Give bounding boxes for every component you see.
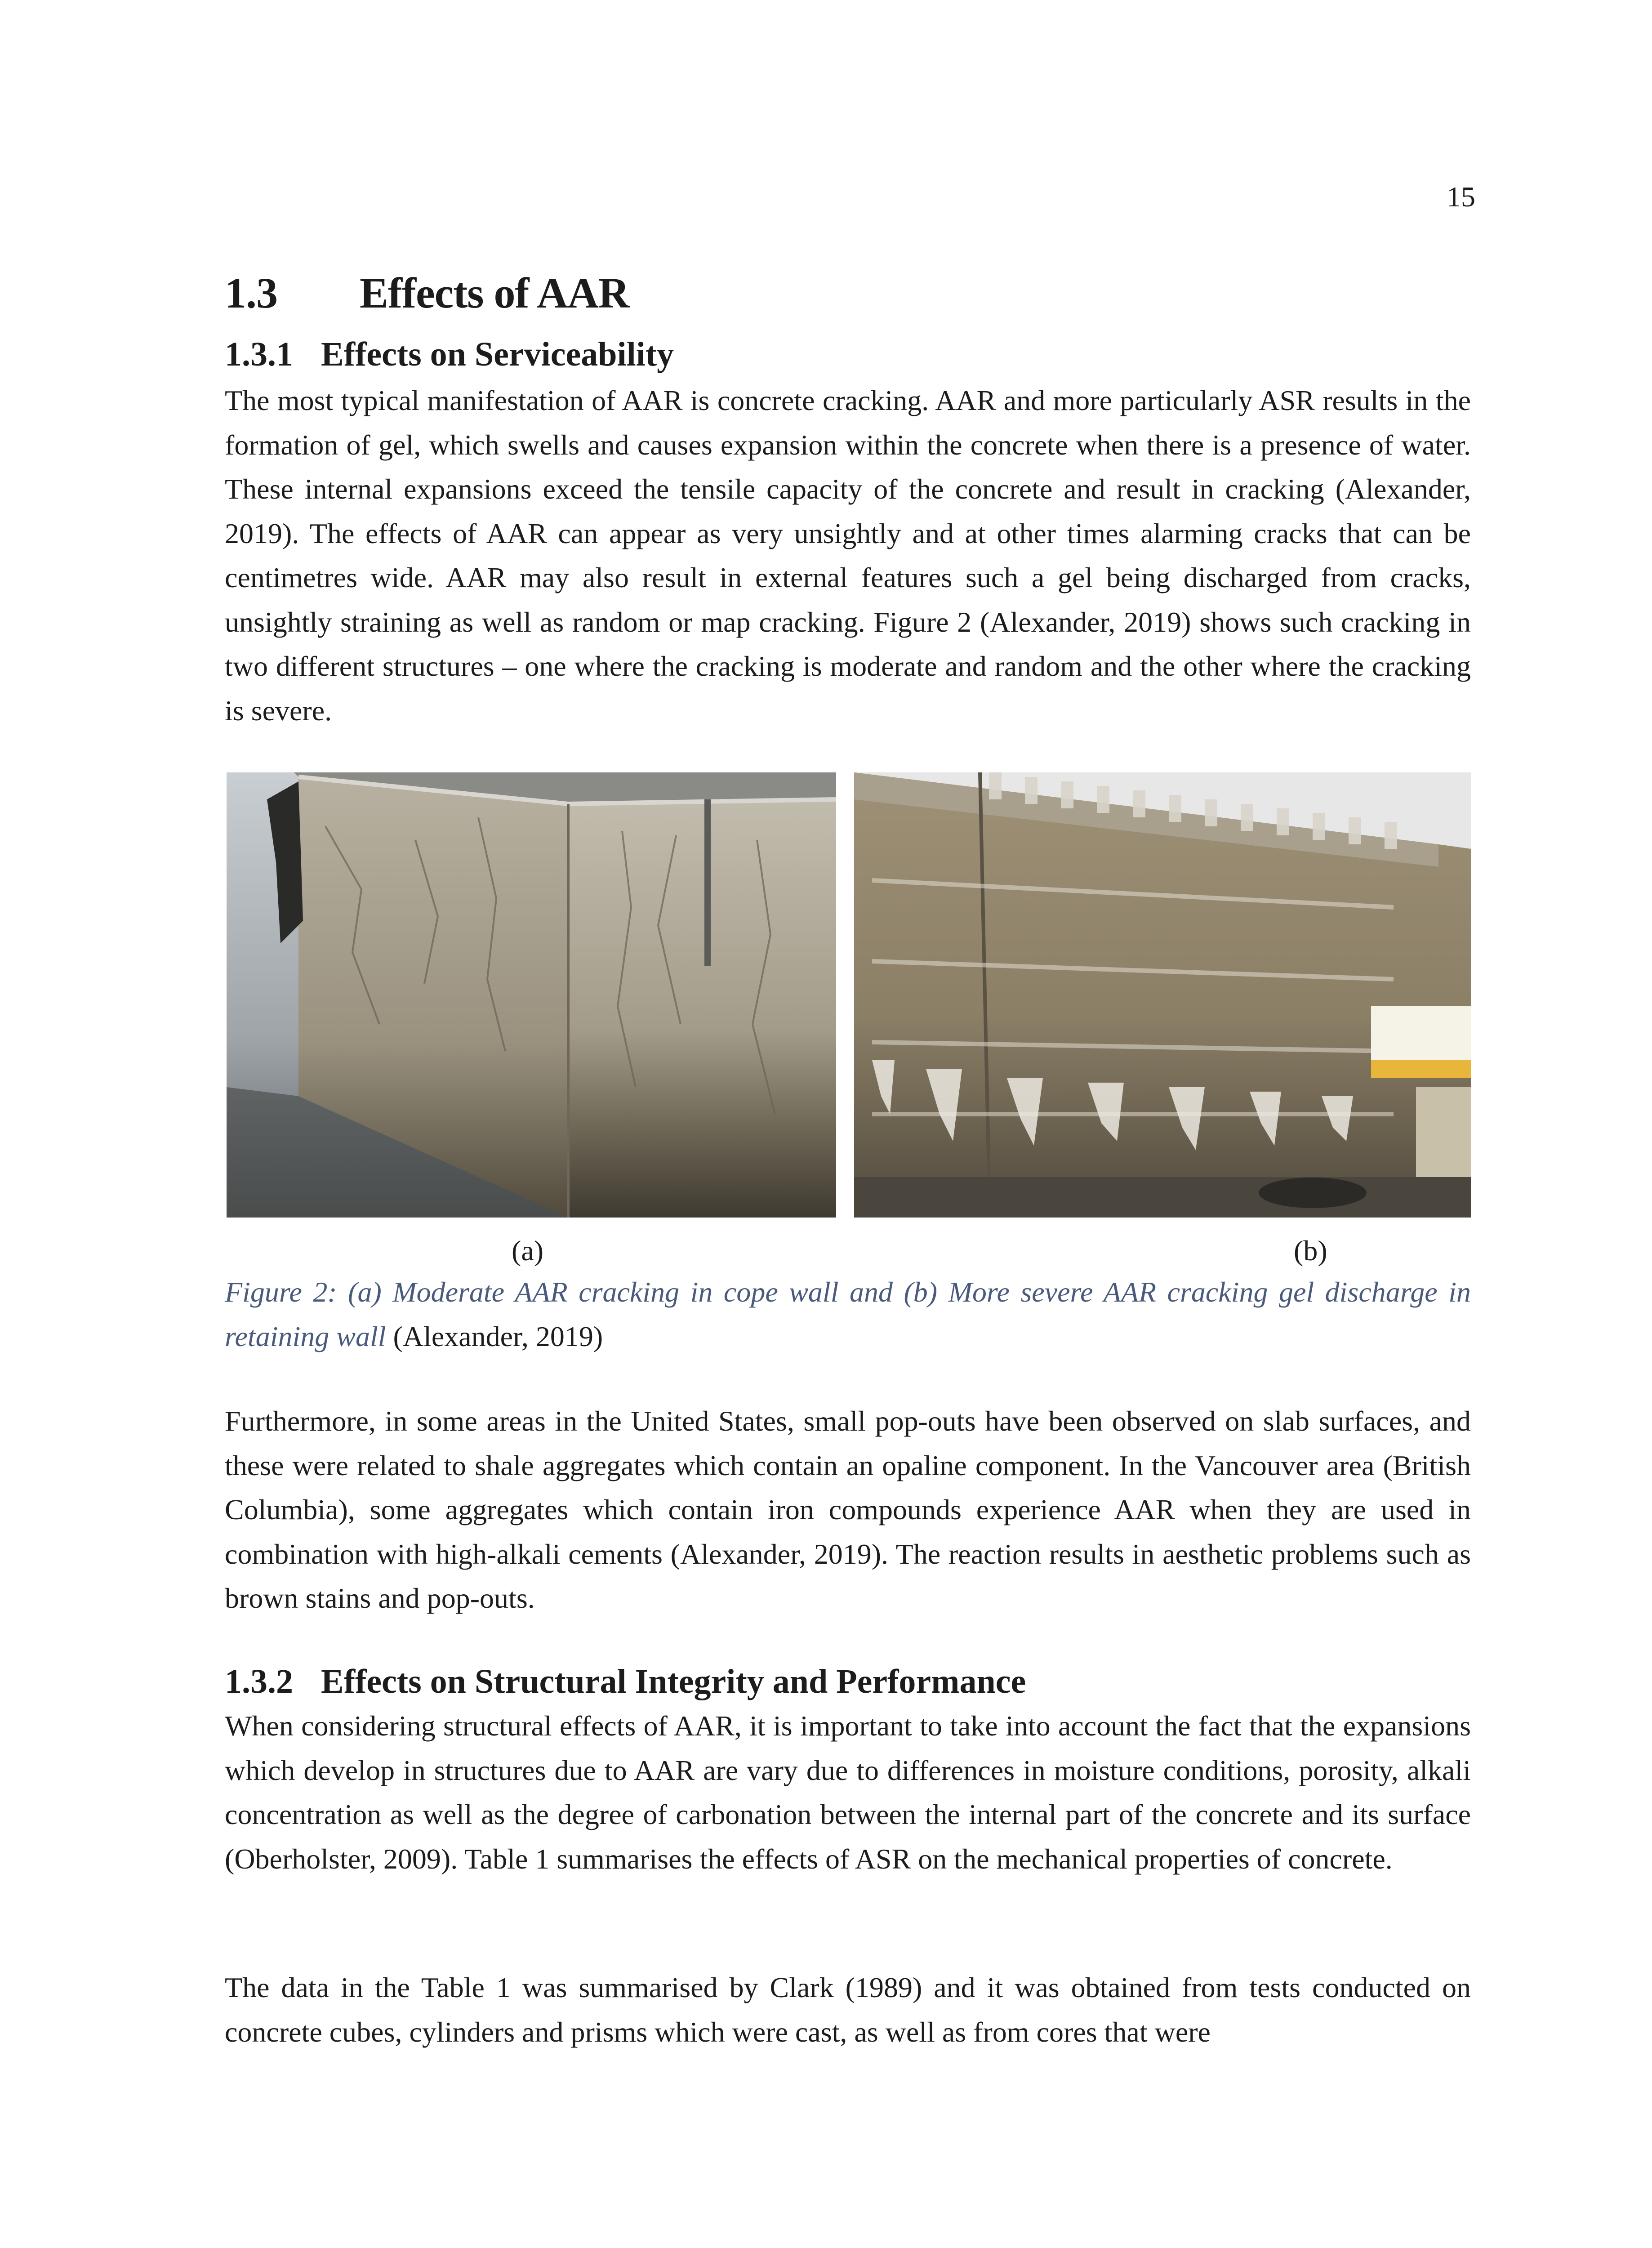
subsection-number: 1.3.1 (225, 335, 293, 373)
figure-caption (225, 1270, 1471, 1359)
figure-label-b: (b) (1294, 1235, 1327, 1267)
paragraph-serviceability: The most typical manifestation of AAR is concrete cracking. AAR and more particularly ASR results in the formation of gel, which swells and causes expansion within the concrete when there is a presence of water. These internal expansions exceed the tensile capacity of the concrete and result in cracking (Alexander, 2019). The effects of AAR can appear as very unsightly and at other times alarming cracks that can be centimetres wide. AAR may also result in external features such a gel being discharged from cracks, unsightly straining as well as random or map cracking. Figure 2 (Alexander, 2019) shows such cracking in two different structures – one where the cracking is moderate and random and the other where the cracking is severe. (225, 384, 1471, 727)
subsection-title: Effects on Serviceability (321, 335, 674, 373)
subsection-heading-structural (225, 1659, 1026, 1704)
paragraph-structural-effects: When considering structural effects of AAR, it is important to take into account the fact that the expansions which develop in structures due to AAR are vary due to differences in moisture conditions, porosity, alkali concentration as well as the degree of carbonation between the internal part of the concrete and its surface (Oberholster, 2009). Table 1 summarises the effects of ASR on the mechanical properties of concrete. (225, 1710, 1471, 1875)
paragraph-table-data: The data in the Table 1 was summarised by Clark (1989) and it was obtained from tests conducted on concrete cubes, cylinders and prisms which were cast, as well as from cores that were (225, 1971, 1471, 2048)
figure-caption-text: Figure 2: (a) Moderate AAR cracking in cope wall and (b) More severe AAR cracking gel discharge in retaining wall (225, 1276, 1471, 1352)
subsection-number: 1.3.2 (225, 1663, 293, 1700)
subsection-title: Effects on Structural Integrity and Performance (321, 1663, 1026, 1700)
figure-photo-retaining-wall (854, 772, 1471, 1218)
section-title: Effects of AAR (360, 269, 629, 317)
paragraph-popouts: Furthermore, in some areas in the United States, small pop-outs have been observed on slab surfaces, and these were related to shale aggregates which contain an opaline component. In the Vancouver area (British Columbia), some aggregates which contain iron compounds experience AAR when they are used in combination with high-alkali cements (Alexander, 2019). The reaction results in aesthetic problems such as brown stains and pop-outs. (225, 1405, 1471, 1614)
figure-label-a: (a) (512, 1235, 544, 1267)
figure-caption-citation: (Alexander, 2019) (393, 1320, 603, 1352)
figure-photo-cope-wall (227, 772, 836, 1218)
section-heading (225, 266, 629, 320)
section-number: 1.3 (225, 269, 277, 317)
page-number: 15 (1447, 181, 1475, 213)
subsection-heading-serviceability (225, 332, 674, 377)
